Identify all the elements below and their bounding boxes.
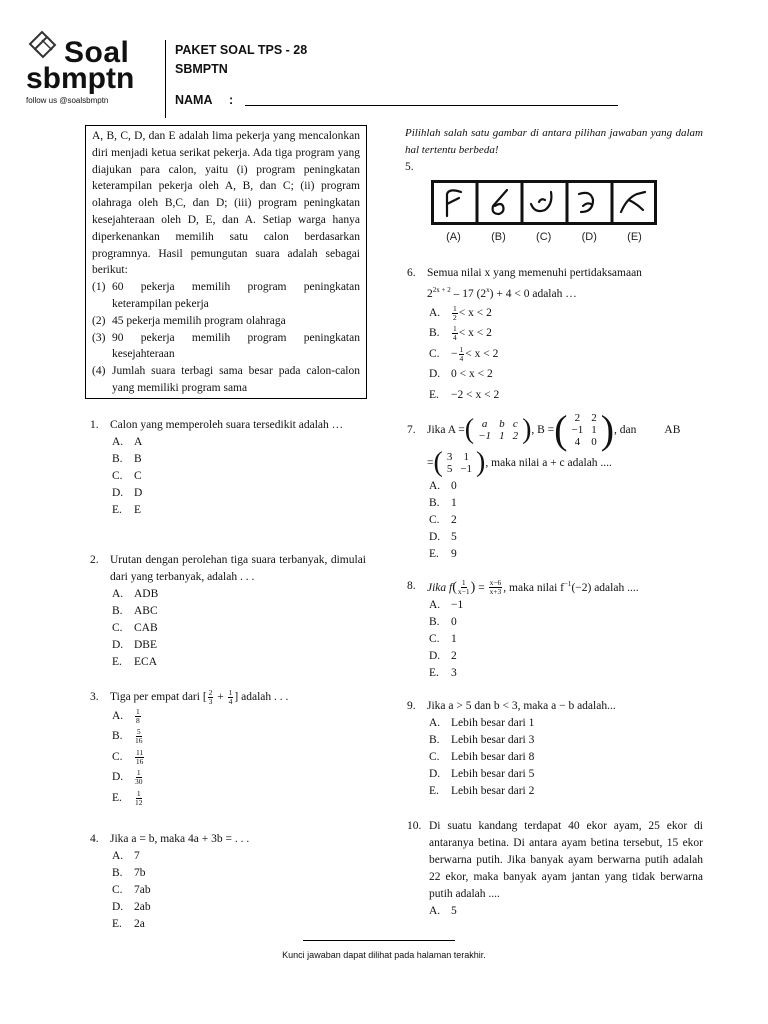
options	[407, 715, 703, 800]
option-text: 2ab	[134, 901, 151, 913]
info-list	[92, 279, 360, 397]
option-c[interactable]	[112, 882, 366, 899]
question-9	[407, 698, 703, 800]
numerator: 1	[228, 688, 233, 697]
option-text: 5	[451, 531, 457, 543]
header-divider	[165, 40, 166, 118]
numerator: 1	[459, 344, 464, 354]
option-a[interactable]	[429, 715, 703, 732]
question-6	[407, 265, 703, 405]
matrix-cell: 3	[446, 451, 453, 463]
numerator: x−6	[489, 578, 502, 588]
options	[90, 434, 366, 519]
denominator: 2	[453, 312, 457, 322]
matrix-cell: 1	[591, 424, 597, 436]
option-text: 7ab	[134, 884, 151, 896]
question-7	[407, 407, 703, 563]
denominator: 30	[135, 777, 143, 787]
option-text: 2a	[134, 918, 145, 930]
question-1	[90, 417, 366, 519]
logo-follow-text: follow us @soalsbmptn	[26, 96, 109, 105]
q3-post: ] adalah . . .	[234, 691, 289, 704]
option-text: 1	[451, 497, 457, 509]
option-text: 1	[451, 633, 457, 645]
nama-label: NAMA	[175, 93, 213, 107]
fraction	[458, 579, 470, 596]
figure-label-d[interactable]: (D)	[581, 231, 597, 243]
info-item-text: 45 pekerja memilih program olahraga	[112, 314, 286, 327]
option-e[interactable]	[429, 385, 703, 406]
question-text: Jika f( $\frac{1}{x-1}$ ) = $\frac{x-6}{x+3}$ , maka nilai $f^{-1}(-2)$ adalah ....	[427, 578, 639, 597]
option-letter: A.	[429, 599, 441, 611]
option-text: 7	[134, 850, 140, 862]
q8-eq: =	[475, 581, 488, 594]
matrix-cell: −1	[460, 463, 473, 475]
question-number: 9.	[407, 700, 416, 712]
options	[90, 848, 366, 933]
option-letter: C.	[112, 750, 123, 763]
fraction	[135, 728, 143, 745]
option-letter: E.	[429, 548, 439, 560]
option-text: 0	[451, 480, 457, 492]
option-letter: A.	[112, 436, 124, 448]
option-b[interactable]	[429, 614, 703, 631]
denominator: x+3	[489, 587, 502, 597]
option-c[interactable]	[429, 512, 703, 529]
option-letter: B.	[429, 616, 440, 628]
denominator: 12	[135, 797, 143, 807]
denominator: 4	[459, 353, 464, 363]
fraction	[208, 689, 214, 706]
option-letter: E.	[429, 388, 439, 401]
matrix-ab: ( 3 1 5 −1 )	[433, 447, 486, 478]
option-letter: B.	[112, 867, 123, 879]
matrix-cell: 5	[446, 463, 453, 475]
option-text: DBE	[134, 639, 157, 651]
option-letter: D.	[112, 771, 124, 784]
option-c[interactable]	[429, 749, 703, 766]
option-letter: D.	[429, 650, 441, 662]
fraction	[489, 579, 503, 596]
option-text: Lebih besar dari 2	[451, 785, 535, 797]
option-e[interactable]	[112, 916, 366, 933]
option-c[interactable]	[112, 468, 366, 485]
option-text: Lebih besar dari 3	[451, 734, 535, 746]
option-e[interactable]	[429, 783, 703, 800]
matrix-b: ( 2 2 −1 1 4 0 )	[554, 407, 615, 452]
q7-post: , maka nilai a + c adalah ....	[485, 456, 612, 469]
matrix-cell: 1	[499, 430, 505, 442]
matrix-cell: b	[499, 418, 505, 430]
option-letter: C.	[429, 633, 440, 645]
question-text: Jika a > 5 dan b < 3, maka a − b adalah...	[427, 700, 616, 712]
option-text: 0	[451, 616, 457, 628]
option-c[interactable]	[112, 620, 366, 637]
option-pre: −	[451, 347, 458, 360]
option-d[interactable]	[429, 648, 703, 665]
option-a[interactable]	[429, 478, 703, 495]
matrix-cell: −1	[478, 430, 492, 442]
option-text: Lebih besar dari 8	[451, 751, 535, 763]
nama-colon: :	[229, 93, 234, 107]
option-letter: E.	[112, 504, 122, 516]
numerator: 11	[136, 747, 144, 757]
nama-input-line[interactable]	[245, 105, 618, 106]
question-number: 5.	[405, 161, 414, 173]
option-letter: A.	[429, 480, 441, 492]
option-letter: B.	[112, 730, 123, 743]
options	[407, 903, 703, 920]
option-e[interactable]	[429, 665, 703, 682]
question-number: 8.	[407, 579, 416, 592]
matrix-cell: c	[512, 418, 518, 430]
option-text: −2 < x < 2	[451, 388, 500, 401]
option-text: −1	[451, 599, 464, 611]
option-text: E	[134, 504, 142, 516]
option-text: A	[134, 436, 143, 448]
option-letter: E.	[112, 656, 122, 668]
info-item	[92, 363, 360, 397]
figure-label-a[interactable]: (A)	[446, 231, 461, 243]
info-item-text: 60 pekerja memilih program peningkatan keterampilan pekerja	[112, 281, 360, 310]
q3-pre: Tiga per empat dari [	[110, 691, 207, 704]
q7-line2	[407, 448, 703, 478]
question-text	[427, 265, 703, 303]
q6-exp2: x	[486, 286, 490, 294]
denominator: 4	[453, 333, 457, 343]
matrix-cell: 2	[591, 412, 597, 424]
fraction	[452, 325, 458, 342]
q7-dan: , dan	[614, 423, 637, 436]
option-letter: C.	[429, 751, 440, 763]
info-intro: A, B, C, D, dan E adalah lima pekerja yang mencalonkan diri menjadi ketua serikat pekerja. Ada tiga program yang diajukan para calon, yaitu (i) program peningkatan keterampilan pekerja oleh A, B, dan C; (ii) program olahraga oleh B,C, dan D; (iii) program peningkatan kesejahteraan oleh D, E, dan A. Setiap warga hanya diperkenankan memilih satu calon berdasarkan programnya. Hasil pemungutan suara adalah sebagai berikut:	[92, 130, 360, 277]
option-b[interactable]	[112, 727, 366, 748]
question-text	[427, 407, 703, 452]
option-b[interactable]	[112, 451, 366, 468]
info-item-number: (3)	[92, 331, 106, 344]
option-text: C	[134, 470, 142, 482]
numerator: 1	[453, 324, 457, 334]
figure-label-e[interactable]: (E)	[627, 231, 642, 243]
denominator: x−1	[457, 587, 470, 597]
info-item-number: (2)	[92, 314, 106, 327]
option-c[interactable]	[112, 747, 366, 768]
option-letter: C.	[429, 514, 440, 526]
option-a[interactable]	[429, 303, 703, 324]
question-4	[90, 831, 366, 933]
option-letter: C.	[429, 347, 440, 360]
denominator: 8	[136, 715, 140, 725]
numerator: 1	[136, 706, 140, 716]
option-letter: D.	[112, 901, 124, 913]
matrix-cell: −1	[571, 424, 584, 436]
paket-subtitle: SBMPTN	[175, 62, 228, 76]
q7-ab: AB	[664, 423, 681, 436]
option-d[interactable]	[429, 364, 703, 385]
denominator: 16	[135, 756, 144, 766]
numerator: 1	[136, 768, 141, 778]
option-letter: A.	[112, 709, 124, 722]
q7-mid: , B =	[531, 423, 555, 436]
info-item	[92, 330, 360, 364]
fraction	[228, 689, 234, 706]
option-d[interactable]	[429, 766, 703, 783]
fraction	[459, 346, 465, 363]
matrix-a: ( a b c −1 1 2 )	[464, 414, 532, 445]
option-a[interactable]	[112, 434, 366, 451]
option-post: < x < 2	[458, 327, 492, 340]
option-letter: A.	[429, 306, 441, 319]
nama-field-label	[175, 93, 233, 107]
option-post: < x < 2	[465, 347, 499, 360]
option-a[interactable]	[429, 597, 703, 614]
question-text: Jika a = b, maka 4a + 3b = . . .	[110, 833, 250, 845]
q8-pre: Jika f	[427, 581, 453, 594]
option-text: ABC	[134, 605, 158, 617]
option-text: 9	[451, 548, 457, 560]
q8-post: , maka nilai f	[503, 581, 564, 594]
option-post: < x < 2	[458, 306, 492, 319]
fraction	[452, 305, 458, 322]
option-b[interactable]	[112, 865, 366, 882]
question-text: Di suatu kandang terdapat 40 ekor ayam, 25 ekor di antaranya betina. Di antara ayam betina tersebut, 15 ekor berwarna putih. Jika banyak ayam berwarna putih adalah 22 ekor, maka banyak ayam jantan yang tidak berwarna putih adalah ....	[429, 820, 703, 900]
figure-labels	[431, 231, 657, 243]
option-letter: D.	[112, 487, 124, 499]
option-letter: A.	[429, 717, 441, 729]
info-item	[92, 279, 360, 313]
fraction	[135, 749, 144, 766]
option-letter: B.	[429, 327, 440, 340]
question-3	[90, 689, 366, 809]
option-d[interactable]	[112, 637, 366, 654]
option-letter: E.	[112, 918, 122, 930]
question-number: 4.	[90, 833, 99, 845]
question-number: 2.	[90, 554, 99, 566]
option-letter: B.	[429, 497, 440, 509]
denominator: 3	[208, 697, 213, 706]
option-text: 5	[451, 905, 457, 917]
denominator: 4	[228, 697, 233, 706]
question-text: Calon yang memperoleh suara tersedikit adalah …	[110, 419, 344, 431]
fraction	[135, 769, 143, 786]
question-number: 6.	[407, 267, 416, 279]
option-letter: C.	[112, 884, 123, 896]
option-e[interactable]	[112, 654, 366, 671]
option-text: Lebih besar dari 5	[451, 768, 535, 780]
option-letter: A.	[112, 850, 124, 862]
option-b[interactable]	[429, 495, 703, 512]
question-8	[407, 575, 703, 682]
footer-note: Kunci jawaban dapat dilihat pada halaman terakhir.	[282, 950, 486, 960]
matrix-cell: 1	[463, 451, 469, 463]
matrix-cell: 2	[574, 412, 581, 424]
numerator: 1	[461, 578, 466, 588]
option-d[interactable]	[112, 485, 366, 502]
matrix-cell: 2	[512, 430, 519, 442]
option-e[interactable]	[429, 546, 703, 563]
q6-end: ) + 4 < 0 adalah …	[489, 287, 577, 300]
option-d[interactable]	[112, 899, 366, 916]
figure-label-b[interactable]: (B)	[491, 231, 506, 243]
option-letter: B.	[429, 734, 440, 746]
option-letter: E.	[429, 667, 439, 679]
option-text: 7b	[134, 867, 146, 879]
logo-sbmptn-text: sbmptn	[26, 62, 135, 95]
matrix-cell: 0	[591, 436, 597, 448]
numerator: 1	[453, 303, 457, 313]
option-text: ADB	[134, 588, 159, 600]
figure-label-c[interactable]: (C)	[536, 231, 552, 243]
q3-plus: +	[214, 691, 227, 704]
option-c[interactable]	[429, 631, 703, 648]
instruction-text: Pilihlah salah satu gambar di antara pilihan jawaban yang dalam hal tertentu berbeda!	[405, 127, 703, 156]
option-c[interactable]	[429, 344, 703, 365]
option-a[interactable]	[112, 586, 366, 603]
question-number: 3.	[90, 691, 99, 703]
option-e[interactable]	[112, 788, 366, 809]
figure-row	[431, 180, 657, 225]
option-text: 0 < x < 2	[451, 368, 493, 381]
q8-inv: −1	[563, 579, 572, 588]
question-2	[90, 552, 366, 671]
numerator: 2	[208, 688, 213, 697]
option-letter: B.	[112, 605, 123, 617]
option-letter: C.	[112, 470, 123, 482]
logo-soal-text: Soal	[64, 36, 130, 69]
info-item-text: 90 pekerja memilih program peningkatan kesejahteraan	[112, 331, 360, 361]
options	[407, 478, 703, 563]
question-text	[110, 689, 366, 706]
info-item-number: (1)	[92, 281, 106, 294]
info-item-text: Jumlah suara terbagi sama besar pada calon-calon yang memiliki program sama	[112, 365, 360, 394]
option-text: B	[134, 453, 142, 465]
paket-title: PAKET SOAL TPS - 28	[175, 43, 308, 57]
logo-mark-icon	[28, 30, 68, 65]
option-b[interactable]	[112, 603, 366, 620]
option-letter: E.	[429, 785, 439, 797]
numerator: 5	[136, 727, 141, 737]
option-letter: A.	[429, 905, 441, 917]
option-d[interactable]	[112, 768, 366, 789]
option-e[interactable]	[112, 502, 366, 519]
q8-post2: (−2) adalah ....	[571, 581, 639, 594]
info-item-number: (4)	[92, 365, 106, 378]
options	[407, 597, 703, 682]
option-text: 3	[451, 667, 457, 679]
option-letter: D.	[429, 768, 441, 780]
question-number: 10.	[407, 820, 422, 832]
option-d[interactable]	[429, 529, 703, 546]
option-text: CAB	[134, 622, 158, 634]
q6-exp1: 2x + 2	[432, 286, 451, 294]
option-text: 2	[451, 650, 457, 662]
option-letter: D.	[112, 639, 124, 651]
option-text: D	[134, 487, 143, 499]
info-box	[85, 125, 367, 399]
options	[90, 586, 366, 671]
info-item	[92, 313, 360, 330]
q6-line1: Semua nilai x yang memenuhi pertidaksamaan	[427, 267, 642, 279]
question-text: Urutan dengan perolehan tiga suara terbanyak, dimulai dari yang terbanyak, adalah . . .	[110, 554, 366, 583]
option-letter: B.	[112, 453, 123, 465]
option-text: ECA	[134, 656, 157, 668]
option-text: Lebih besar dari 1	[451, 717, 535, 729]
q6-mid: – 17 (2	[450, 287, 487, 300]
footer-divider	[303, 940, 455, 941]
option-letter: D.	[429, 368, 441, 381]
question-10	[407, 818, 703, 920]
option-b[interactable]	[429, 732, 703, 749]
option-a[interactable]	[112, 848, 366, 865]
question-5	[405, 159, 445, 176]
options	[90, 706, 366, 809]
matrix-cell: a	[481, 418, 488, 430]
fraction	[135, 790, 143, 807]
option-a[interactable]	[112, 706, 366, 727]
denominator: 16	[135, 736, 143, 746]
question-number: 7.	[407, 423, 416, 436]
q6-base: 2	[427, 287, 433, 300]
options	[407, 303, 703, 406]
q7-pre: Jika A =	[427, 423, 465, 436]
option-letter: C.	[112, 622, 123, 634]
numerator: 1	[136, 788, 141, 798]
matrix-cell: 4	[574, 436, 581, 448]
option-letter: D.	[429, 531, 441, 543]
option-letter: A.	[112, 588, 124, 600]
fraction	[135, 708, 141, 725]
question-number: 1.	[90, 419, 99, 431]
option-text: 2	[451, 514, 457, 526]
option-letter: E.	[112, 791, 122, 804]
q7-eq: =	[427, 456, 434, 469]
option-a[interactable]	[429, 903, 703, 920]
option-b[interactable]	[429, 323, 703, 344]
